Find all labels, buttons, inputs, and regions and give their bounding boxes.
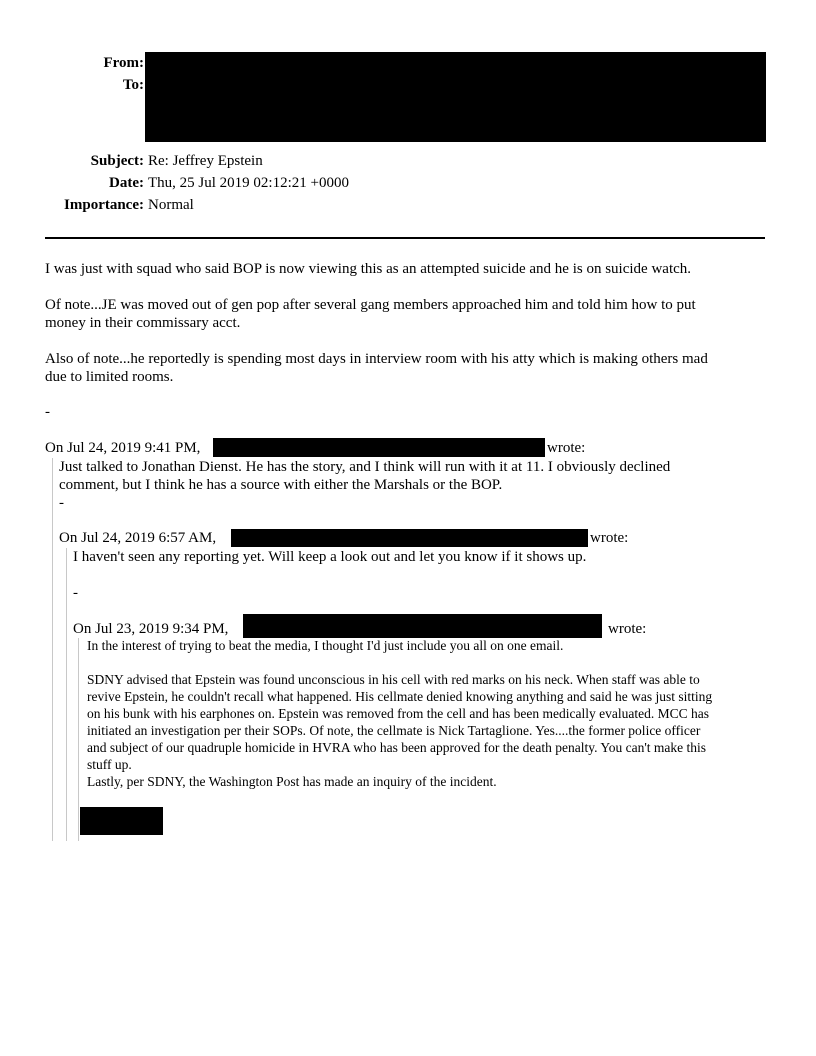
quote3-p2-line-6: stuff up.: [87, 757, 132, 772]
quote2-attribution-suffix: wrote:: [590, 530, 629, 546]
body-dash: -: [45, 404, 50, 420]
quote2-line-1: I haven't seen any reporting yet. Will keep a look out and let you know if it shows up.: [73, 549, 587, 565]
subject-value: Re: Jeffrey Epstein: [148, 153, 263, 169]
body-paragraph-2-line-1: Of note...JE was moved out of gen pop after several gang members approached him and told him how to put: [45, 297, 696, 313]
quote3-p2-line-5: and subject of our quadruple homicide in HVRA who has been approved for the death penalty. You can't make this: [87, 740, 707, 755]
body-paragraph-2-line-2: money in their commissary acct.: [45, 315, 241, 331]
redaction-quote2-sender: [231, 529, 588, 547]
quote3-attribution-prefix: On Jul 23, 2019 9:34 PM,: [73, 621, 229, 637]
quote2-dash: -: [73, 585, 78, 601]
date-value: Thu, 25 Jul 2019 02:12:21 +0000: [148, 175, 349, 191]
to-label: To:: [122, 77, 144, 93]
quote3-p2-line-1: SDNY advised that Epstein was found unconscious in his cell with red marks on his neck. When staff was able to: [87, 672, 700, 687]
body-paragraph-1: I was just with squad who said BOP is now viewing this as an attempted suicide and he is on suicide watch.: [45, 261, 692, 277]
quote2-bar: [66, 548, 67, 841]
quote3-p2-line-2: revive Epstein, he couldn't recall what happened. His cellmate denied knowing anything and said he was just sitting: [87, 689, 713, 704]
quote3-paragraph-3: Lastly, per SDNY, the Washington Post has made an inquiry of the incident.: [87, 774, 497, 789]
quote1-line-1: Just talked to Jonathan Dienst. He has the story, and I think will run with it at 11. I obviously declined: [59, 459, 671, 475]
importance-label: Importance:: [64, 197, 144, 213]
quote3-attribution-suffix: wrote:: [608, 621, 647, 637]
header-divider: [45, 237, 765, 239]
body-paragraph-3-line-1: Also of note...he reportedly is spending most days in interview room with his atty which is making others mad: [45, 351, 708, 367]
quote3-p2-line-3: on his bunk with his earphones on. Epstein was removed from the cell and has been medically evaluated. MCC has: [87, 706, 709, 721]
redaction-from-to: [145, 52, 766, 142]
quote3-bar: [78, 638, 79, 841]
quote3-line-1: In the interest of trying to beat the media, I thought I'd just include you all on one email.: [87, 638, 564, 653]
redaction-quote3-sender: [243, 614, 602, 638]
redaction-quote1-sender: [213, 438, 545, 457]
from-label: From:: [103, 55, 144, 71]
body-paragraph-3-line-2: due to limited rooms.: [45, 369, 174, 385]
quote1-attribution-suffix: wrote:: [547, 440, 586, 456]
quote1-attribution-prefix: On Jul 24, 2019 9:41 PM,: [45, 440, 201, 456]
quote3-p2-line-4: initiated an investigation per their SOPs. Of note, the cellmate is Nick Tartaglione. Yes....the former police officer: [87, 723, 701, 738]
quote2-attribution-prefix: On Jul 24, 2019 6:57 AM,: [59, 530, 217, 546]
quote1-bar: [52, 458, 53, 841]
importance-value: Normal: [148, 197, 194, 213]
date-label: Date:: [109, 175, 144, 191]
quote1-line-2: comment, but I think he has a source with either the Marshals or the BOP.: [59, 477, 503, 493]
quote1-dash: -: [59, 495, 64, 511]
redaction-quote3-signature: [80, 807, 163, 835]
subject-label: Subject:: [90, 153, 144, 169]
